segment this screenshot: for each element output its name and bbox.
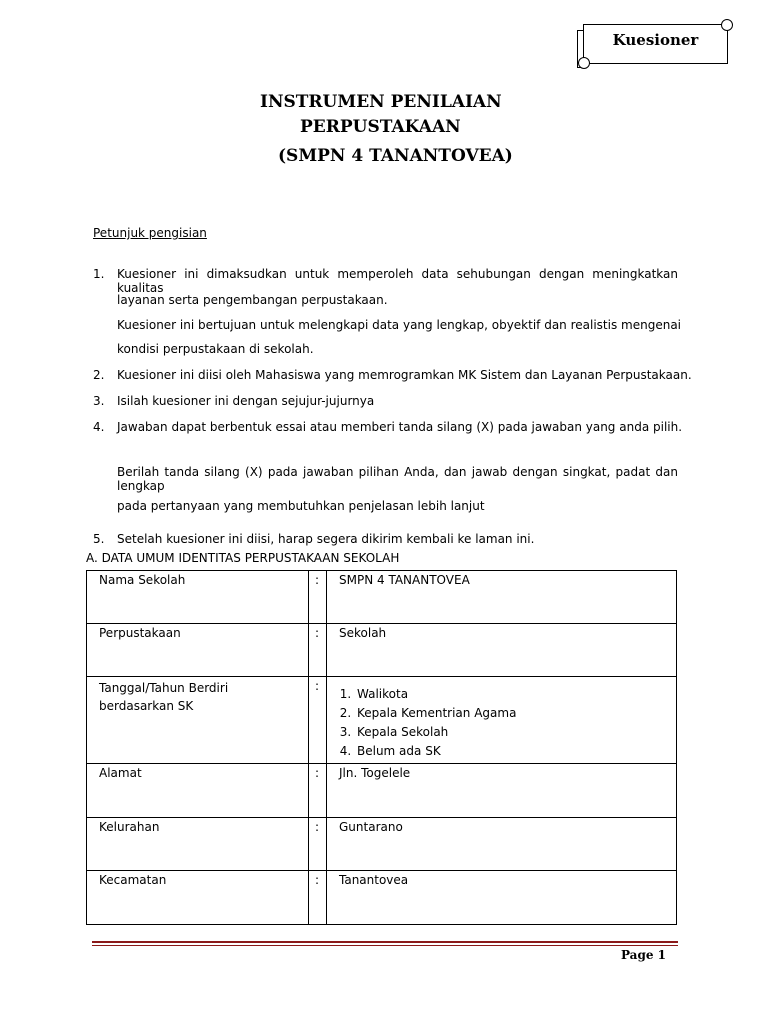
- row-label: Perpustakaan: [87, 624, 309, 677]
- instruction-1-line3: Kuesioner ini bertujuan untuk melengkapi data yang lengkap, obyektif dan realistis mengenai: [117, 318, 681, 332]
- sk-options-cell: [327, 677, 677, 764]
- doc-title-line3: (SMPN 4 TANANTOVEA): [278, 146, 513, 166]
- section-a-heading: A. DATA UMUM IDENTITAS PERPUSTAKAAN SEKOLAH: [86, 551, 400, 565]
- sk-option[interactable]: 2. Kepala Kementrian Agama: [355, 704, 664, 723]
- row-colon: :: [309, 571, 327, 624]
- row-colon: :: [309, 818, 327, 871]
- page-number: Page 1: [620, 948, 666, 962]
- item-number: 1.: [93, 267, 105, 281]
- instruction-1-line2: layanan serta pengembangan perpustakaan.: [117, 293, 388, 307]
- row-label: Nama Sekolah: [87, 571, 309, 624]
- footer-rule: [92, 945, 678, 946]
- row-colon: :: [309, 624, 327, 677]
- table-row: [87, 624, 677, 677]
- row-label: Kelurahan: [87, 818, 309, 871]
- row-value[interactable]: Tanantovea: [327, 871, 677, 925]
- instruction-4-extra1: Berilah tanda silang (X) pada jawaban pilihan Anda, dan jawab dengan singkat, padat dan lengkap: [117, 465, 678, 493]
- row-value[interactable]: Jln. Togelele: [327, 764, 677, 818]
- banner-label: Kuesioner: [612, 31, 699, 49]
- item-number: 4.: [93, 420, 105, 434]
- instruction-4-extra2: pada pertanyaan yang membutuhkan penjelasan lebih lanjut: [117, 499, 485, 513]
- sk-option[interactable]: 3. Kepala Sekolah: [355, 723, 664, 742]
- row-value[interactable]: Guntarano: [327, 818, 677, 871]
- table-row: [87, 677, 677, 764]
- row-colon: :: [309, 677, 327, 764]
- instructions-heading: Petunjuk pengisian: [93, 226, 207, 240]
- sk-options-list: [339, 685, 664, 761]
- scroll-curl-icon: [721, 19, 733, 31]
- instruction-5: Setelah kuesioner ini diisi, harap segera dikirim kembali ke laman ini.: [117, 532, 535, 546]
- scroll-curl-icon: [578, 57, 590, 69]
- table-row: [87, 871, 677, 925]
- table-row: [87, 818, 677, 871]
- instruction-1-line1: Kuesioner ini dimaksudkan untuk memperoleh data sehubungan dengan meningkatkan kualitas: [117, 267, 678, 295]
- item-number: 2.: [93, 368, 105, 382]
- row-label: Kecamatan: [87, 871, 309, 925]
- item-number: 5.: [93, 532, 105, 546]
- row-label: Alamat: [87, 764, 309, 818]
- instruction-2: Kuesioner ini diisi oleh Mahasiswa yang memrogramkan MK Sistem dan Layanan Perpustakaan.: [117, 368, 692, 382]
- row-value[interactable]: SMPN 4 TANANTOVEA: [327, 571, 677, 624]
- doc-title-line1: INSTRUMEN PENILAIAN: [260, 92, 502, 112]
- instruction-4: Jawaban dapat berbentuk essai atau memberi tanda silang (X) pada jawaban yang anda pilih.: [117, 420, 683, 434]
- instruction-1-line4: kondisi perpustakaan di sekolah.: [117, 342, 314, 356]
- table-row: [87, 764, 677, 818]
- sk-option[interactable]: 1. Walikota: [355, 685, 664, 704]
- doc-title-line2: PERPUSTAKAAN: [300, 117, 461, 137]
- instruction-3: Isilah kuesioner ini dengan sejujur-jujurnya: [117, 394, 375, 408]
- scroll-banner: [583, 24, 728, 64]
- row-value[interactable]: Sekolah: [327, 624, 677, 677]
- table-row: [87, 571, 677, 624]
- item-number: 3.: [93, 394, 105, 408]
- identity-table: [86, 570, 677, 925]
- footer-rule: [92, 941, 678, 943]
- row-colon: :: [309, 764, 327, 818]
- row-colon: :: [309, 871, 327, 925]
- sk-option[interactable]: 4. Belum ada SK: [355, 742, 664, 761]
- row-label: Tanggal/Tahun Berdiri berdasarkan SK: [87, 677, 309, 764]
